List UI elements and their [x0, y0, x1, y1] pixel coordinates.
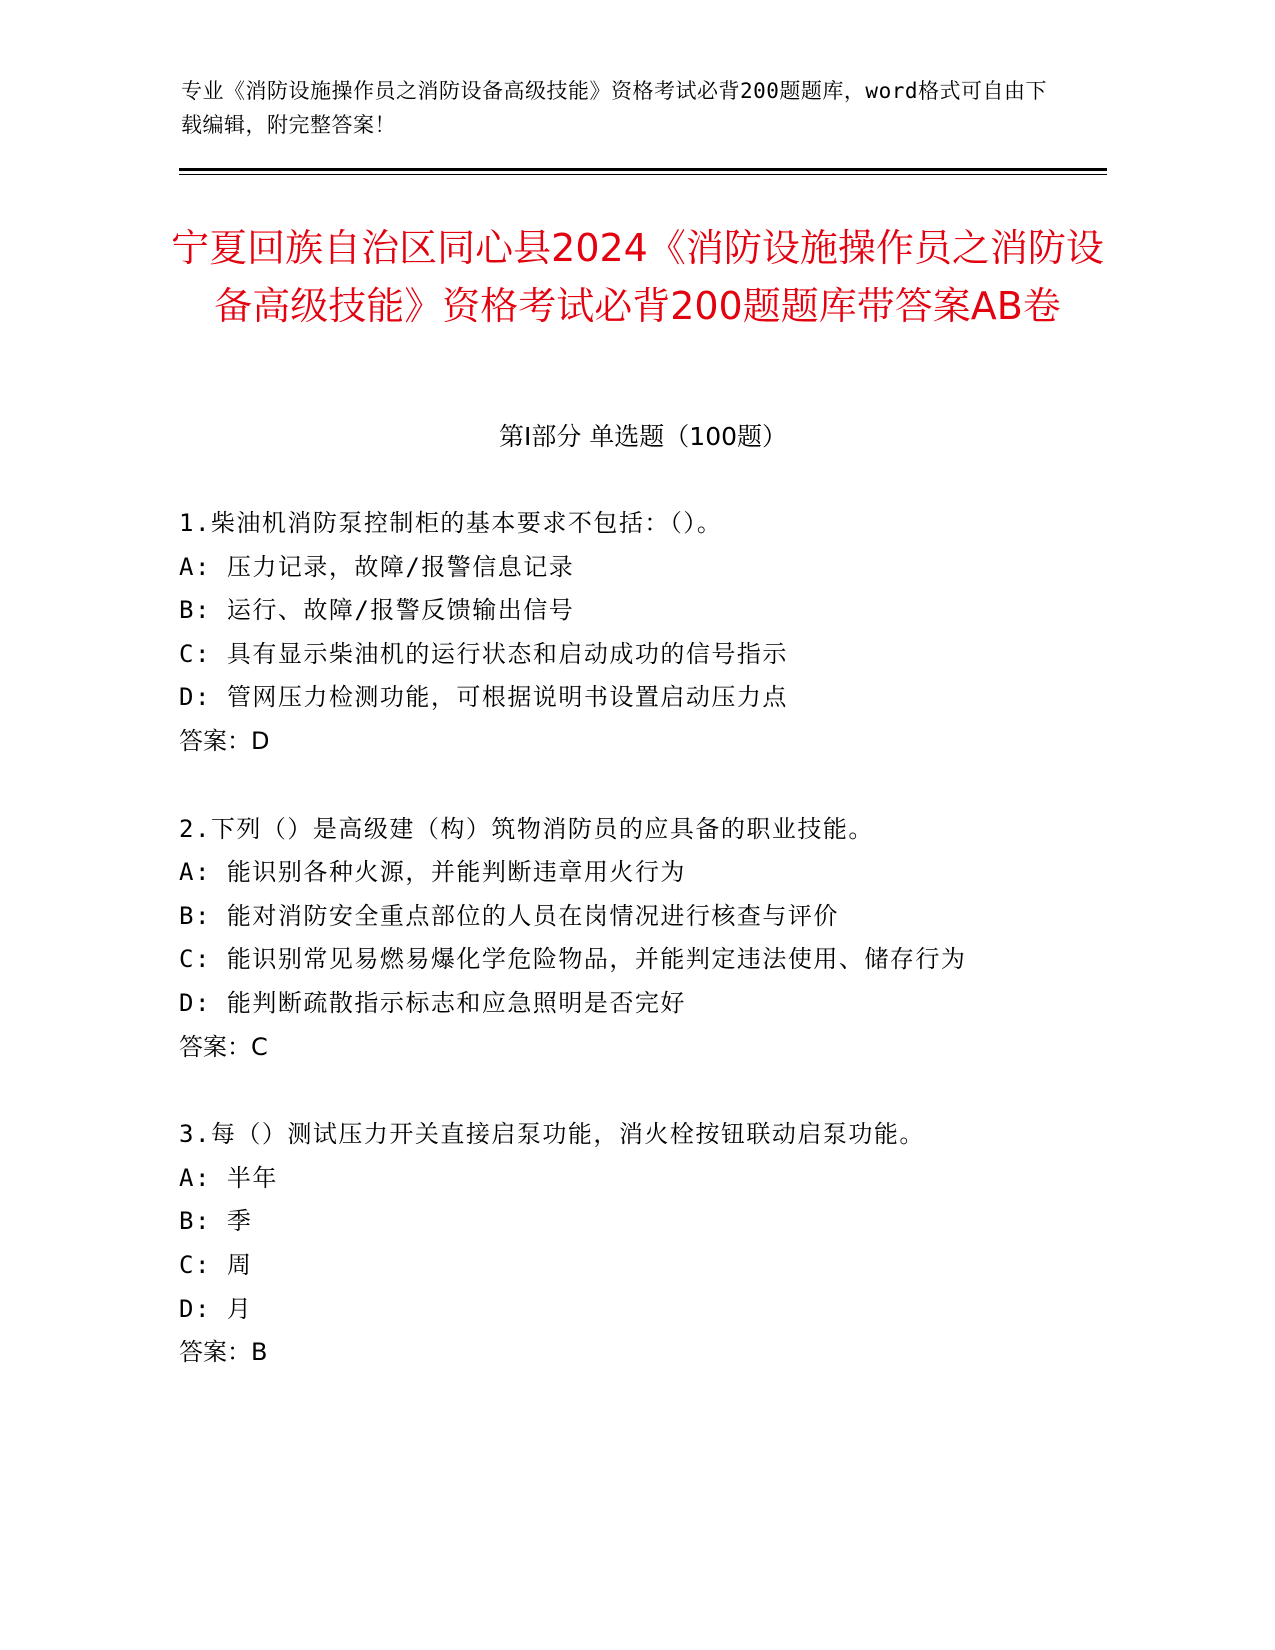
option-c	[179, 938, 1107, 982]
option-letter: C:	[179, 1250, 211, 1279]
option-d	[179, 1288, 1107, 1332]
option-b	[179, 895, 1107, 939]
question-3	[179, 1113, 1107, 1375]
option-text: 运行、故障/报警反馈输出信号	[226, 596, 575, 625]
option-text: 具有显示柴油机的运行状态和启动成功的信号指示	[226, 639, 788, 668]
question-1	[179, 502, 1107, 764]
option-a	[179, 851, 1107, 895]
section-title: 第I部分 单选题（100题）	[498, 422, 788, 451]
question-stem: 1.柴油机消防泵控制柜的基本要求不包括：（）。	[179, 509, 723, 537]
question-list	[179, 502, 1107, 1419]
answer: 答案：C	[179, 1032, 268, 1061]
header-rule-thick	[179, 168, 1107, 171]
option-text: 半年	[226, 1163, 278, 1192]
option-letter: B:	[179, 901, 211, 930]
option-d	[179, 982, 1107, 1026]
question-stem: 3.每（）测试压力开关直接启泵功能，消火栓按钮联动启泵功能。	[179, 1120, 925, 1149]
option-letter: D:	[179, 683, 211, 712]
option-text: 能对消防安全重点部位的人员在岗情况进行核查与评价	[226, 901, 839, 930]
option-d	[179, 676, 1107, 720]
option-letter: C:	[179, 639, 211, 668]
option-a	[179, 546, 1107, 590]
option-text: 季	[226, 1207, 253, 1236]
option-a	[179, 1157, 1107, 1201]
option-letter: D:	[179, 988, 211, 1017]
option-letter: D:	[179, 1294, 211, 1323]
option-text: 周	[226, 1250, 253, 1279]
option-text: 能识别常见易燃易爆化学危险物品，并能判定违法使用、储存行为	[226, 945, 967, 974]
option-text: 管网压力检测功能，可根据说明书设置启动压力点	[226, 683, 788, 712]
option-letter: A:	[179, 1163, 211, 1192]
option-letter: C:	[179, 945, 211, 974]
header-rule-thin	[179, 174, 1107, 175]
option-c	[179, 633, 1107, 677]
option-text: 能判断疏散指示标志和应急照明是否完好	[226, 988, 686, 1017]
option-b	[179, 589, 1107, 633]
option-text: 压力记录，故障/报警信息记录	[226, 552, 575, 581]
option-letter: B:	[179, 596, 211, 625]
question-stem: 2.下列（）是高级建（构）筑物消防员的应具备的职业技能。	[179, 814, 874, 843]
option-letter: A:	[179, 552, 211, 581]
option-letter: A:	[179, 858, 211, 887]
question-2	[179, 808, 1107, 1070]
option-b	[179, 1200, 1107, 1244]
option-c	[179, 1244, 1107, 1288]
option-text: 能识别各种火源，并能判断违章用火行为	[226, 858, 686, 887]
document-title: 宁夏回族自治区同心县2024《消防设施操作员之消防设备高级技能》资格考试必背200题题库带答案AB卷	[171, 226, 1104, 328]
option-letter: B:	[179, 1207, 211, 1236]
option-text: 月	[226, 1294, 253, 1323]
answer: 答案：B	[179, 1338, 268, 1367]
header-note: 专业《消防设施操作员之消防设备高级技能》资格考试必背200题题库，word格式可自由下载编辑，附完整答案！	[181, 79, 1047, 137]
answer: 答案：D	[179, 726, 270, 755]
